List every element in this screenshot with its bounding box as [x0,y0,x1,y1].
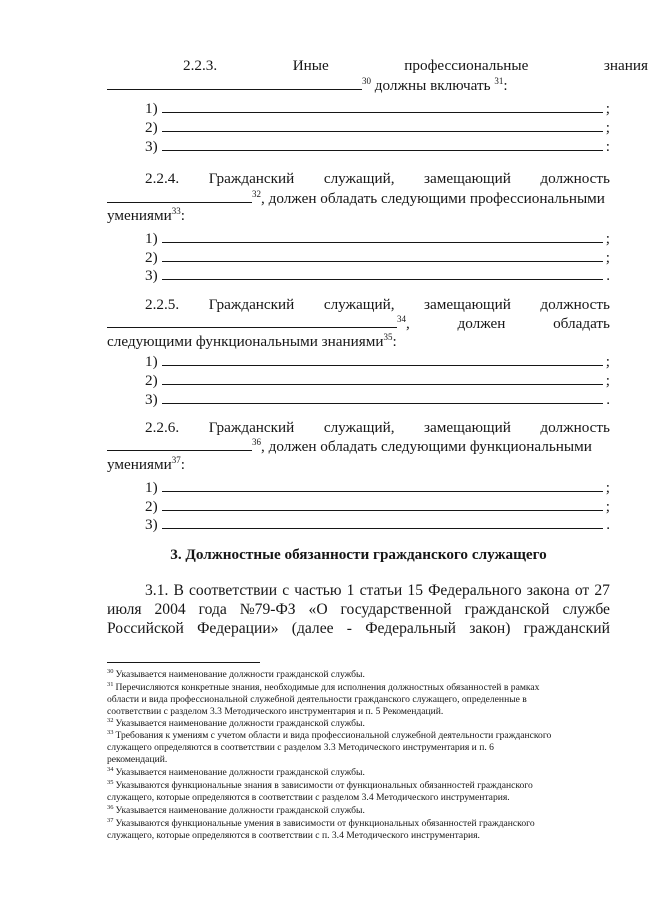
section-2-2-3-line-1: 2.2.3. Иные профессиональные знания [183,57,648,74]
blank-item[interactable]: 3) . [145,267,610,284]
footnote-31-cont: области и вида профессиональной служебной деятельности гражданского служащего, определенные в [107,694,527,705]
para-3-1-line-1: 3.1. В соответствии с частью 1 статьи 15 Федерального закона от 27 [145,582,610,599]
footnote-35: $^{35}$ Указываются функциональные знания в зависимости от функциональных обязанностей гражданского [107,778,533,791]
section-2-2-5-line-3: следующими функциональными знаниями$^{35}$: [107,331,397,350]
blank-item[interactable]: 3) : [145,138,610,155]
blank-field[interactable] [107,437,252,451]
blank-item[interactable]: 2) ; [145,498,610,515]
footnote-separator [107,662,260,663]
footnote-ref: 37 [171,454,181,465]
section-2-2-4-line-3: умениями$^{33}$: [107,205,185,224]
footnote-32: $^{32}$ Указывается наименование должности гражданской службы. [107,716,365,729]
section-number: 2.2.3. [183,57,218,74]
footnote-37-cont: служащего, которые определяются в соответствии с п. 3.4 Методического инструментария. [107,830,480,841]
blank-item[interactable]: 1) ; [145,230,610,247]
section-2-2-5-line-1: 2.2.5. Гражданский служащий, замещающий должность [145,296,610,313]
footnote-ref: 33 [171,205,181,216]
footnote-31: $^{31}$ Перечисляются конкретные знания, необходимые для исполнения должностных обязанностей в рамках [107,680,540,693]
footnote-33: $^{33}$ Требования к умениям с учетом области и вида профессиональной служебной деятельности гражданского [107,728,552,741]
section-2-2-5-line-2: $^{34}$, должен обладать [107,314,610,333]
blank-item[interactable]: 3) . [145,516,610,533]
footnote-ref: 32 [252,188,261,199]
section-2-2-3-line-2: $^{30}$ должны включать $^{31}$: [107,76,610,95]
section-3-heading: 3. Должностные обязанности гражданского служащего [170,546,547,563]
blank-item[interactable]: 1) ; [145,479,610,496]
blank-item[interactable]: 3) . [145,391,610,408]
section-number: 2.2.5. [145,296,180,313]
blank-item[interactable]: 1) ; [145,100,610,117]
footnote-33-cont: рекомендаций. [107,754,168,765]
blank-item[interactable]: 2) ; [145,372,610,389]
para-3-1-line-2: июля 2004 года №79-ФЗ «О государственной гражданской службе [107,601,610,618]
footnote-35-cont: служащего, которые определяются в соответствии с разделом 3.4 Методического инструментария. [107,792,510,803]
section-2-2-6-line-2: $^{36}$, должен обладать следующими функциональными [107,437,610,456]
blank-item[interactable]: 2) ; [145,249,610,266]
blank-field[interactable] [107,189,252,203]
blank-item[interactable]: 1) ; [145,353,610,370]
section-number: 2.2.4. [145,170,180,187]
footnote-33-cont: служащего определяются в соответствии с разделом 3.3 Методического инструментария и п. 6 [107,742,494,753]
footnote-ref: 31 [494,75,504,86]
footnote-ref: 36 [252,436,261,447]
footnote-34: $^{34}$ Указывается наименование должности гражданской службы. [107,765,365,778]
para-3-1-line-3: Российской Федерации» (далее - Федеральный закон) гражданский [107,620,610,637]
section-2-2-6-line-3: умениями$^{37}$: [107,454,185,473]
section-2-2-4-line-1: 2.2.4. Гражданский служащий, замещающий должность [145,170,610,187]
blank-field[interactable] [107,76,362,90]
footnote-30: $^{30}$ Указывается наименование должности гражданской службы. [107,667,365,680]
footnote-ref: 30 [362,75,371,86]
blank-item[interactable]: 2) ; [145,119,610,136]
footnote-ref: 34 [397,313,406,324]
section-2-2-6-line-1: 2.2.6. Гражданский служащий, замещающий должность [145,419,610,436]
footnote-ref: 35 [383,331,393,342]
footnote-31-cont: соответствии с разделом 3.3 Методического инструментария и п. 5 Рекомендаций. [107,706,444,717]
section-2-2-4-line-2: $^{32}$, должен обладать следующими профессиональными [107,189,610,208]
section-number: 2.2.6. [145,419,180,436]
footnote-36: $^{36}$ Указывается наименование должности гражданской службы. [107,803,365,816]
footnote-37: $^{37}$ Указываются функциональные умения в зависимости от функциональных обязанностей гражданского [107,816,535,829]
blank-field[interactable] [107,314,397,328]
